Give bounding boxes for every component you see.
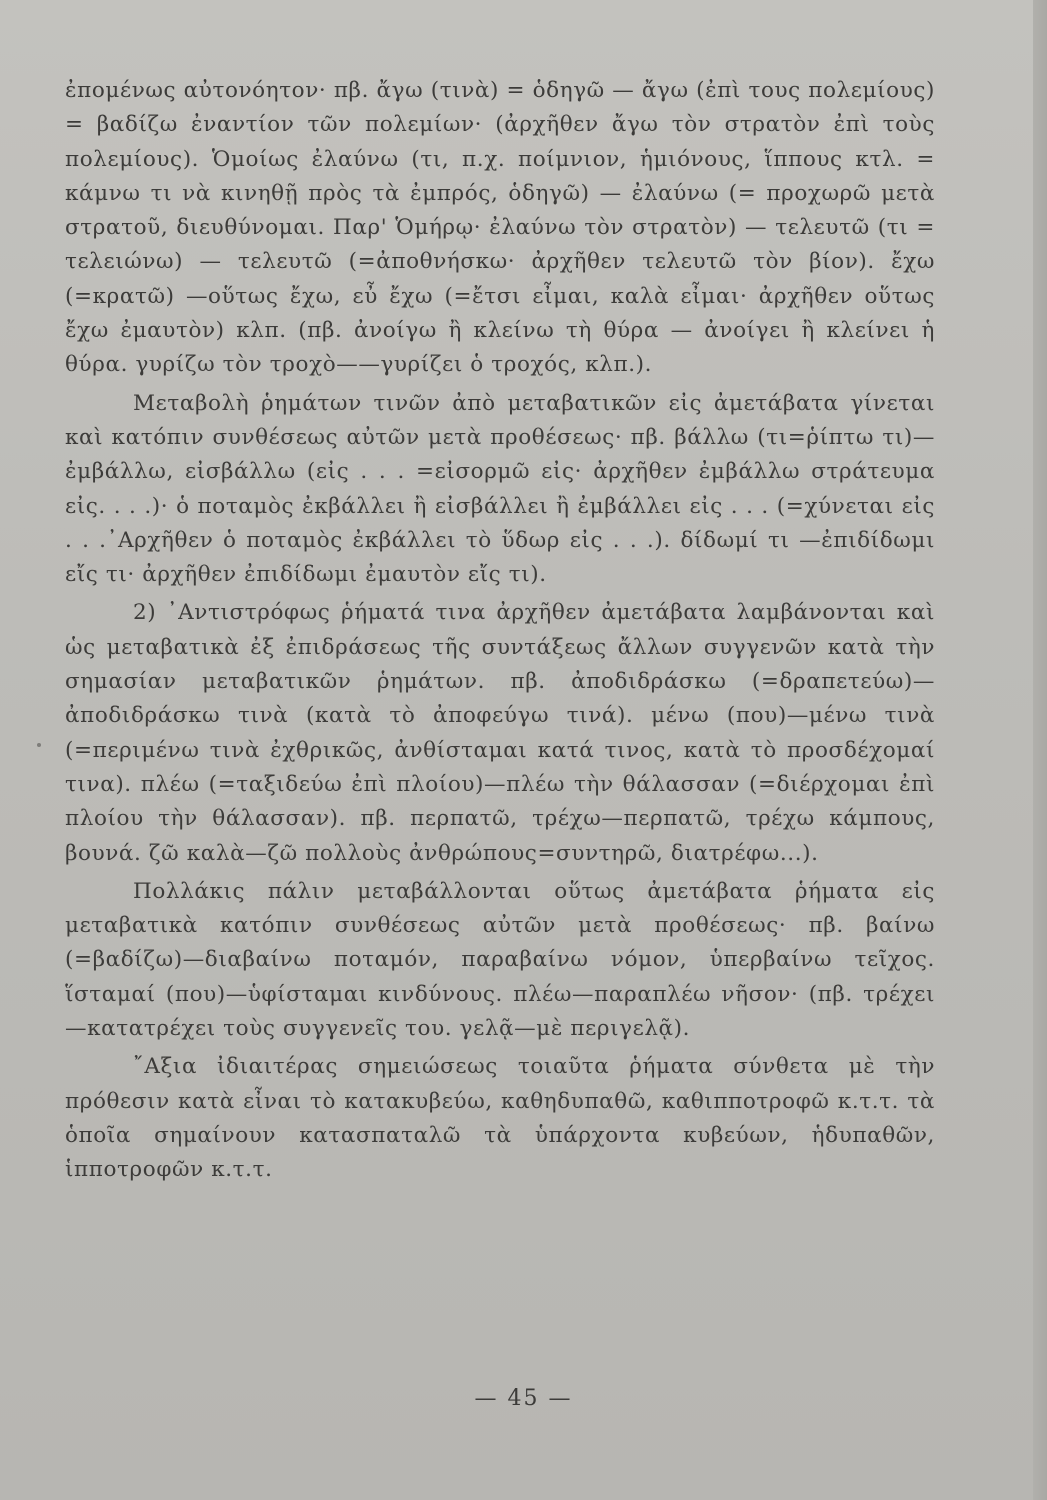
page-number: — 45 — [474, 1386, 573, 1411]
paper-speck [37, 743, 41, 747]
paragraph-5: ῎Αξια ἰδιαιτέρας σημειώσεως τοιαῦτα ῥήματα σύνθετα μὲ τὴν πρόθεσιν κατὰ εἶναι τὸ κατακυβεύω, καθηδυπαθῶ, καθιπποτροφῶ κ.τ.τ. τὰ ὁποῖα σημαίνουν κατασπαταλῶ τὰ ὑπάρχοντα κυβεύων, ἡδυπαθῶν, ἱπποτροφῶν κ.τ.τ. [65, 1054, 935, 1183]
paragraph-1: ἐπομένως αὐτονόητον· πβ. ἄγω (τινὰ) = ὁδηγῶ — ἄγω (ἐπὶ τους πολεμίους) = βαδίζω ἐναντίον τῶν πολεμίων· (ἀρχῆθεν ἄγω τὸν στρατὸν ἐπὶ τοὺς πολεμίους). Ὁμοίως ἐλαύνω (τι, π.χ. ποίμνιον, ἡμιόνους, ἵππους κτλ. = κάμνω τι νὰ κινηθῇ πρὸς τὰ ἐμπρός, ὁδηγῶ) — ἐλαύνω (= προχωρῶ μετὰ στρατοῦ, διευθύνομαι. Παρ' Ὁμήρῳ· ἐλαύνω τὸν στρατὸν) — τελευτῶ (τι = τελειώνω) — τελευτῶ (=ἀποθνήσκω· ἀρχῆθεν τελευτῶ τὸν βίον). ἔχω (=κρατῶ) —οὕτως ἔχω, εὖ ἔχω (=ἔτσι εἶμαι, καλὰ εἶμαι· ἀρχῆθεν οὕτως ἔχω ἐμαυτὸν) κλπ. (πβ. ἀνοίγω ἢ κλείνω τὴ θύρα — ἀνοίγει ἢ κλείνει ἡ θύρα. γυρίζω τὸν τροχὸ——γυρίζει ὁ τροχός, κλπ.). [65, 78, 935, 378]
body-text [65, 74, 935, 1188]
paragraph-2: Μεταβολὴ ῥημάτων τινῶν ἀπὸ μεταβατικῶν εἰς ἀμετάβατα γίνεται καὶ κατόπιν συνθέσεως αὐτῶν μετὰ προθέσεως· πβ. βάλλω (τι=ῥίπτω τι)—ἐμβάλλω, εἰσβάλλω (εἰς . . . =εἰσορμῶ εἰς· ἀρχῆθεν ἐμβάλλω στράτευμα εἰς. . . .)· ὁ ποταμὸς ἐκβάλλει ἢ εἰσβάλλει ἢ ἐμβάλλει εἰς . . . (=χύνεται εἰς . . .᾿Αρχῆθεν ὁ ποταμὸς ἐκβάλλει τὸ ὕδωρ εἰς . . .). δίδωμί τι —ἐπιδίδωμι εἴς τι· ἀρχῆθεν ἐπιδίδωμι ἐμαυτὸν εἴς τι). [65, 390, 935, 588]
page-edge [1033, 0, 1047, 1500]
paragraph-3: 2) ᾿Αντιστρόφως ῥήματά τινα ἀρχῆθεν ἀμετάβατα λαμβάνονται καὶ ὡς μεταβατικὰ ἐξ ἐπιδράσεως τῆς συντάξεως ἄλλων συγγενῶν κατὰ τὴν σημασίαν μεταβατικῶν ῥημάτων. πβ. ἀποδιδράσκω (=δραπετεύω)—ἀποδιδράσκω τινὰ (κατὰ τὸ ἀποφεύγω τινά). μένω (που)—μένω τινὰ (=περιμένω τινὰ ἐχθρικῶς, ἀνθίσταμαι κατά τινος, κατὰ τὸ προσδέχομαί τινα). πλέω (=ταξιδεύω ἐπὶ πλοίου)—πλέω τὴν θάλασσαν (=διέρχομαι ἐπὶ πλοίου τὴν θάλασσαν). πβ. περπατῶ, τρέχω—περπατῶ, τρέχω κάμπους, βουνά. ζῶ καλὰ—ζῶ πολλοὺς ἀνθρώπους=συντηρῶ, διατρέφω...). [65, 600, 935, 866]
paragraph-4: Πολλάκις πάλιν μεταβάλλονται οὕτως ἀμετάβατα ῥήματα εἰς μεταβατικὰ κατόπιν συνθέσεως αὐτῶν μετὰ προθέσεως· πβ. βαίνω (=βαδίζω)—διαβαίνω ποταμόν, παραβαίνω νόμον, ὑπερβαίνω τεῖχος. ἵσταμαί (που)—ὑφίσταμαι κινδύνους. πλέω—παραπλέω νῆσον· (πβ. τρέχει—κατατρέχει τοὺς συγγενεῖς του. γελᾷ—μὲ περιγελᾷ). [65, 878, 935, 1042]
